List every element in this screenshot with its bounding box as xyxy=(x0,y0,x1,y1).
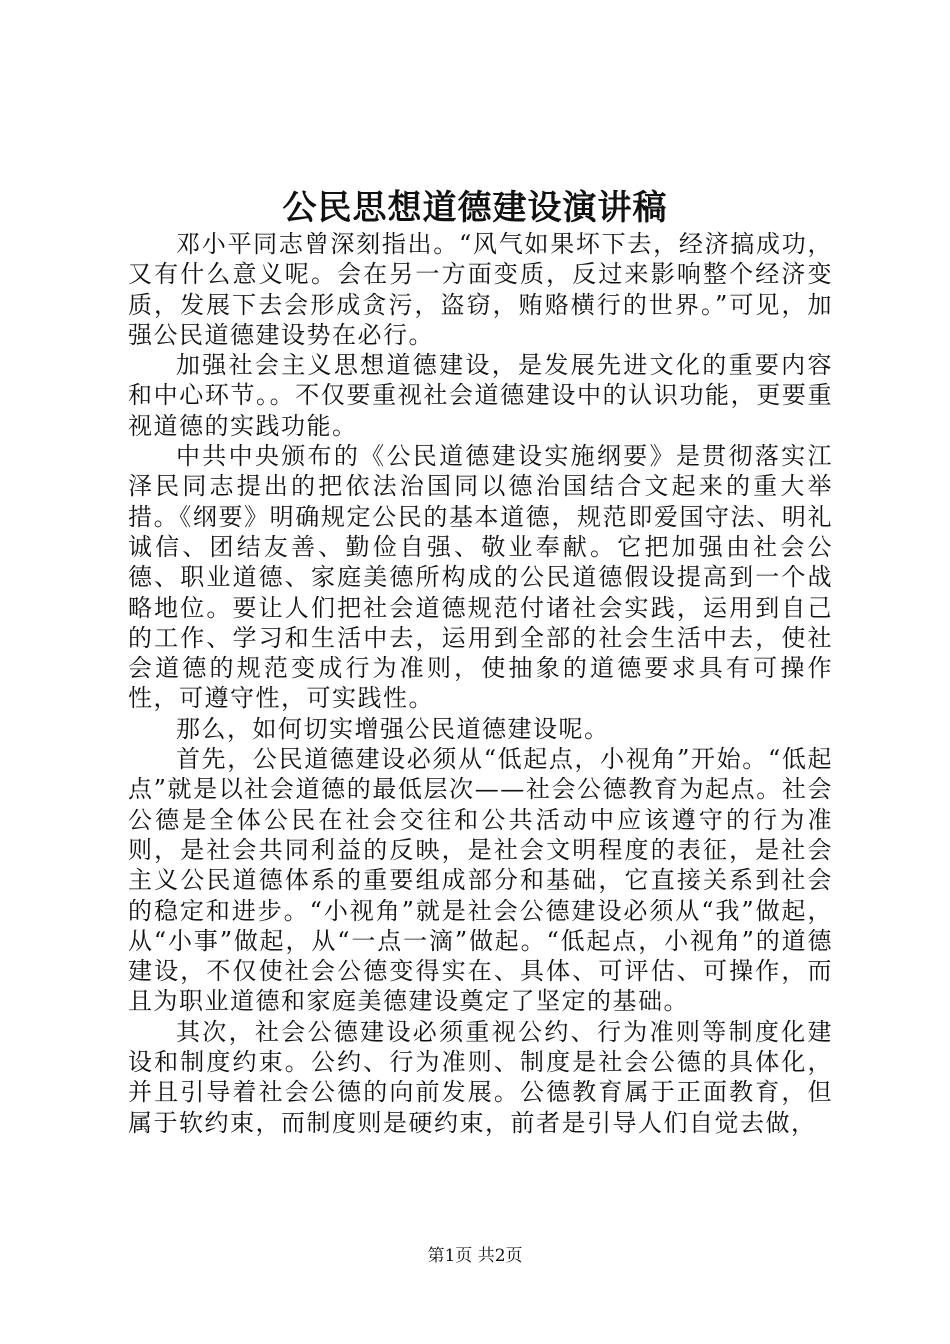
page-footer: 第1页 共2页 xyxy=(427,1246,523,1266)
paragraph: 加强社会主义思想道德建设，是发展先进文化的重要内容和中心环节。。不仅要重视社会道德建设中的认识功能，更要重视道德的实践功能。 xyxy=(128,351,833,440)
paragraph: 那么，如何切实增强公民道德建设呢。 xyxy=(176,714,610,743)
paragraph: 首先，公民道德建设必须从“低起点，小视角”开始。“低起点”就是以社会道德的最低层次——社会公德教育为起点。社会公德是全体公民在社会交往和公共活动中应该遵守的行为准则，是社会共同利益的反映，是社会文明程度的表征，是社会主义公民道德体系的重要组成部分和基础，它直接关系到社会的稳定和进步。“小视角”就是社会公德建设必须从“我”做起，从“小事”做起，从“一点一滴”做起。“低起点，小视角”的道德建设，不仅使社会公德变得实在、具体、可评估、可操作，而且为职业道德和家庭美德建设奠定了坚定的基础。 xyxy=(128,745,833,1016)
paragraph: 邓小平同志曾深刻指出。“风气如果坏下去，经济搞成功，又有什么意义呢。会在另一方面变质，反过来影响整个经济变质，发展下去会形成贪污，盗窃，贿赂横行的世界。”可见，加强公民道德建设势在必行。 xyxy=(128,230,833,349)
paragraph: 其次，社会公德建设必须重视公约、行为准则等制度化建设和制度约束。公约、行为准则、制度是社会公德的具体化，并且引导着社会公德的向前发展。公德教育属于正面教育，但属于软约束，而制度则是硬约束，前者是引导人们自觉去做， xyxy=(128,1017,833,1137)
document-body xyxy=(128,229,833,1138)
document-title: 公民思想道德建设演讲稿 xyxy=(282,188,668,228)
paragraph: 中共中央颁布的《公民道德建设实施纲要》是贯彻落实江泽民同志提出的把依法治国同以德治国结合文起来的重大举措。《纲要》明确规定公民的基本道德，规范即爱国守法、明礼诚信、团结友善、勤俭自强、敬业奉献。它把加强由社会公德、职业道德、家庭美德所构成的公民道德假设提高到一个战略地位。要让人们把社会道德规范付诸社会实践，运用到自己的工作、学习和生活中去，运用到全部的社会生活中去，使社会道德的规范变成行为准则，使抽象的道德要求具有可操作性，可遵守性，可实践性。 xyxy=(128,442,833,713)
